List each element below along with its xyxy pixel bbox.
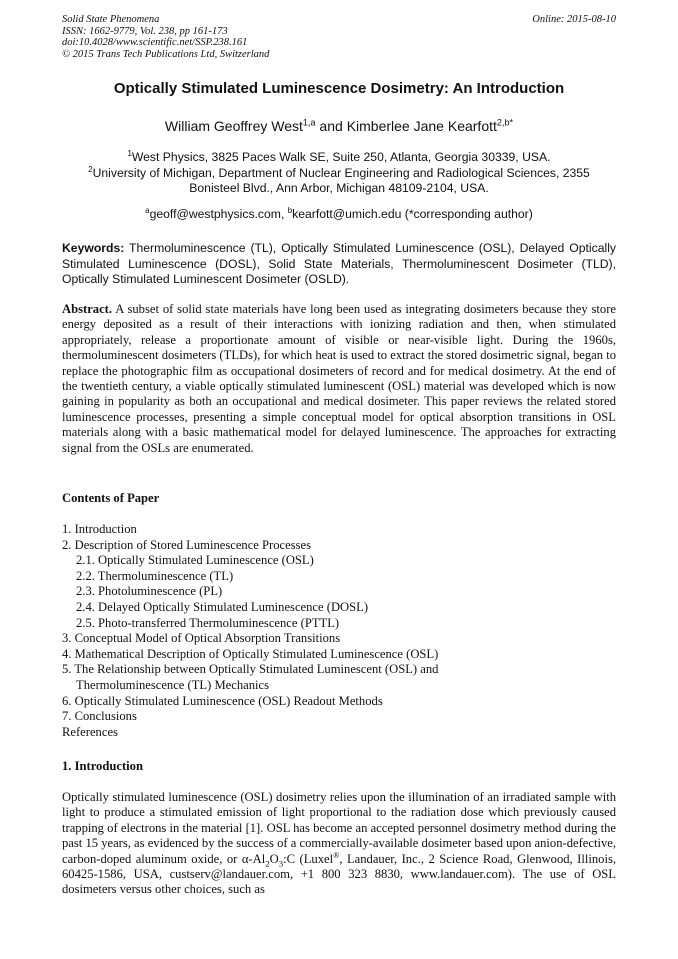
- author-connector: and: [315, 118, 347, 134]
- intro-text-1: Optically stimulated luminescence (OSL) dosimetry relies upon the illumination of an irradiated sample with light to produce a stimulated emission of light proportional to the radiation dose which previously caused trapping of electrons in the material [1]. OSL has become an accepted personnel dosimetry method during the past 15 years, as evidenced by the success of a commercially-available dosimeter based upon anion-defective, carbon-doped aluminum oxide, or α-Al: [62, 790, 616, 866]
- keywords-text: Thermoluminescence (TL), Optically Stimulated Luminescence (OSL), Delayed Optically Stimulated Luminescence (DOSL), Solid State Materials, Thermoluminescent Dosimeter (TLD), Optically Stimulated Luminescent Dosimeter (OSLD).: [62, 241, 616, 287]
- toc-item: 2.1. Optically Stimulated Luminescence (OSL): [76, 553, 314, 568]
- paper-title: Optically Stimulated Luminescence Dosimetry: An Introduction: [113, 80, 565, 97]
- abstract-label: Abstract.: [62, 302, 113, 316]
- author-line: [0, 118, 678, 134]
- contents-heading: Contents of Paper: [62, 491, 160, 505]
- toc-item: 2. Description of Stored Luminescence Processes: [62, 537, 312, 552]
- affiliation-1: [62, 150, 616, 166]
- table-of-contents: [62, 522, 616, 740]
- toc-item: 2.4. Delayed Optically Stimulated Luminescence (DOSL): [76, 599, 369, 614]
- introduction-paragraph: [62, 790, 616, 898]
- toc-item: 2.5. Photo-transferred Thermoluminescence (PTTL): [76, 615, 340, 630]
- author-west-sup: 1,a: [302, 117, 316, 128]
- keywords-label: Keywords:: [62, 241, 125, 255]
- affiliation-2: [62, 166, 616, 197]
- email-a-sup: a: [145, 205, 150, 215]
- toc-item: 6. Optically Stimulated Luminescence (OSL) Readout Methods: [62, 693, 383, 708]
- intro-sub-2: 2: [265, 858, 270, 869]
- intro-oxygen: O: [269, 851, 279, 866]
- email-b-sup: b: [287, 205, 293, 215]
- author-kearfott: Kimberlee Jane Kearfott: [346, 118, 497, 134]
- journal-header: [62, 14, 269, 60]
- author-west: William Geoffrey West: [164, 118, 303, 134]
- affiliation-2-sup: 2: [88, 164, 93, 174]
- affiliation-1-sup: 1: [127, 148, 132, 158]
- intro-text-2: :C (Luxel: [283, 851, 334, 866]
- registered-mark: ®: [333, 850, 340, 860]
- abstract-text: A subset of solid state materials have long been used as integrating dosimeters because they store energy deposited as a result of their interactions with ionizing radiation and then, when stimulated appropriately, release a proportionate amount of visible or near-visible light. During the 1960s, thermoluminescent dosimeters (TLDs), for which heat is used to extract the stored dosimetric signal, began to replace the photographic film as occupational dosimeters of record and for medical dosimetry. At the end of the twentieth century, a viable optically stimulated luminescent (OSL) material was developed which is now gaining in popularity as both an occupational and medical dosimeter. This paper reviews the related stored luminescence processes, presenting a simple conceptual model for optical absorption transitions in OSL materials along with a basic mathematical model for delayed luminescence. The approaches for extracting signal from the OSLs are enumerated.: [62, 302, 616, 455]
- toc-item: 3. Conceptual Model of Optical Absorption Transitions: [62, 631, 341, 646]
- toc-item: References: [62, 724, 118, 739]
- issn-line: ISSN: 1662-9779, Vol. 238, pp 161-173: [62, 25, 228, 37]
- affiliations: [62, 150, 616, 197]
- online-date: Online: 2015-08-10: [532, 14, 616, 25]
- introduction-heading: 1. Introduction: [62, 759, 143, 773]
- toc-item: 5. The Relationship between Optically Stimulated Luminescent (OSL) and: [62, 662, 439, 677]
- affiliation-2-text: University of Michigan, Department of Nuclear Engineering and Radiological Sciences, 2355 Bonisteel Blvd., Ann Arbor, Michigan 48109-2104, USA.: [92, 165, 590, 195]
- copyright-line: © 2015 Trans Tech Publications Ltd, Switzerland: [62, 48, 270, 60]
- intro-sub-3: 3: [278, 858, 284, 869]
- email-kearfott: kearfott@umich.edu (*corresponding author): [292, 207, 533, 221]
- intro-text-3: , Landauer, Inc., 2 Science Road, Glenwood, Illinois, 60425-1586, USA, custserv@landauer.com, +1 800 323 8830, www.landauer.com). The use of OSL dosimeters versus other choices, such as: [62, 851, 617, 897]
- toc-item: Thermoluminescence (TL) Mechanics: [76, 677, 270, 692]
- doi-line: doi:10.4028/www.scientific.net/SSP.238.161: [62, 37, 248, 49]
- abstract-block: [62, 302, 616, 456]
- toc-item: 4. Mathematical Description of Optically Stimulated Luminescence (OSL): [62, 646, 439, 661]
- email-west: geoff@westphysics.com,: [149, 207, 288, 221]
- toc-item: 2.2. Thermoluminescence (TL): [76, 568, 234, 583]
- email-line: [0, 207, 678, 221]
- journal-name: Solid State Phenomena: [62, 14, 160, 25]
- toc-item: 2.3. Photoluminescence (PL): [76, 584, 223, 599]
- author-kearfott-sup: 2,b*: [496, 117, 514, 128]
- toc-item: 7. Conclusions: [62, 709, 137, 724]
- toc-item: 1. Introduction: [62, 522, 137, 536]
- keywords-block: [62, 241, 616, 288]
- affiliation-1-text: West Physics, 3825 Paces Walk SE, Suite 250, Atlanta, Georgia 30339, USA.: [131, 150, 551, 164]
